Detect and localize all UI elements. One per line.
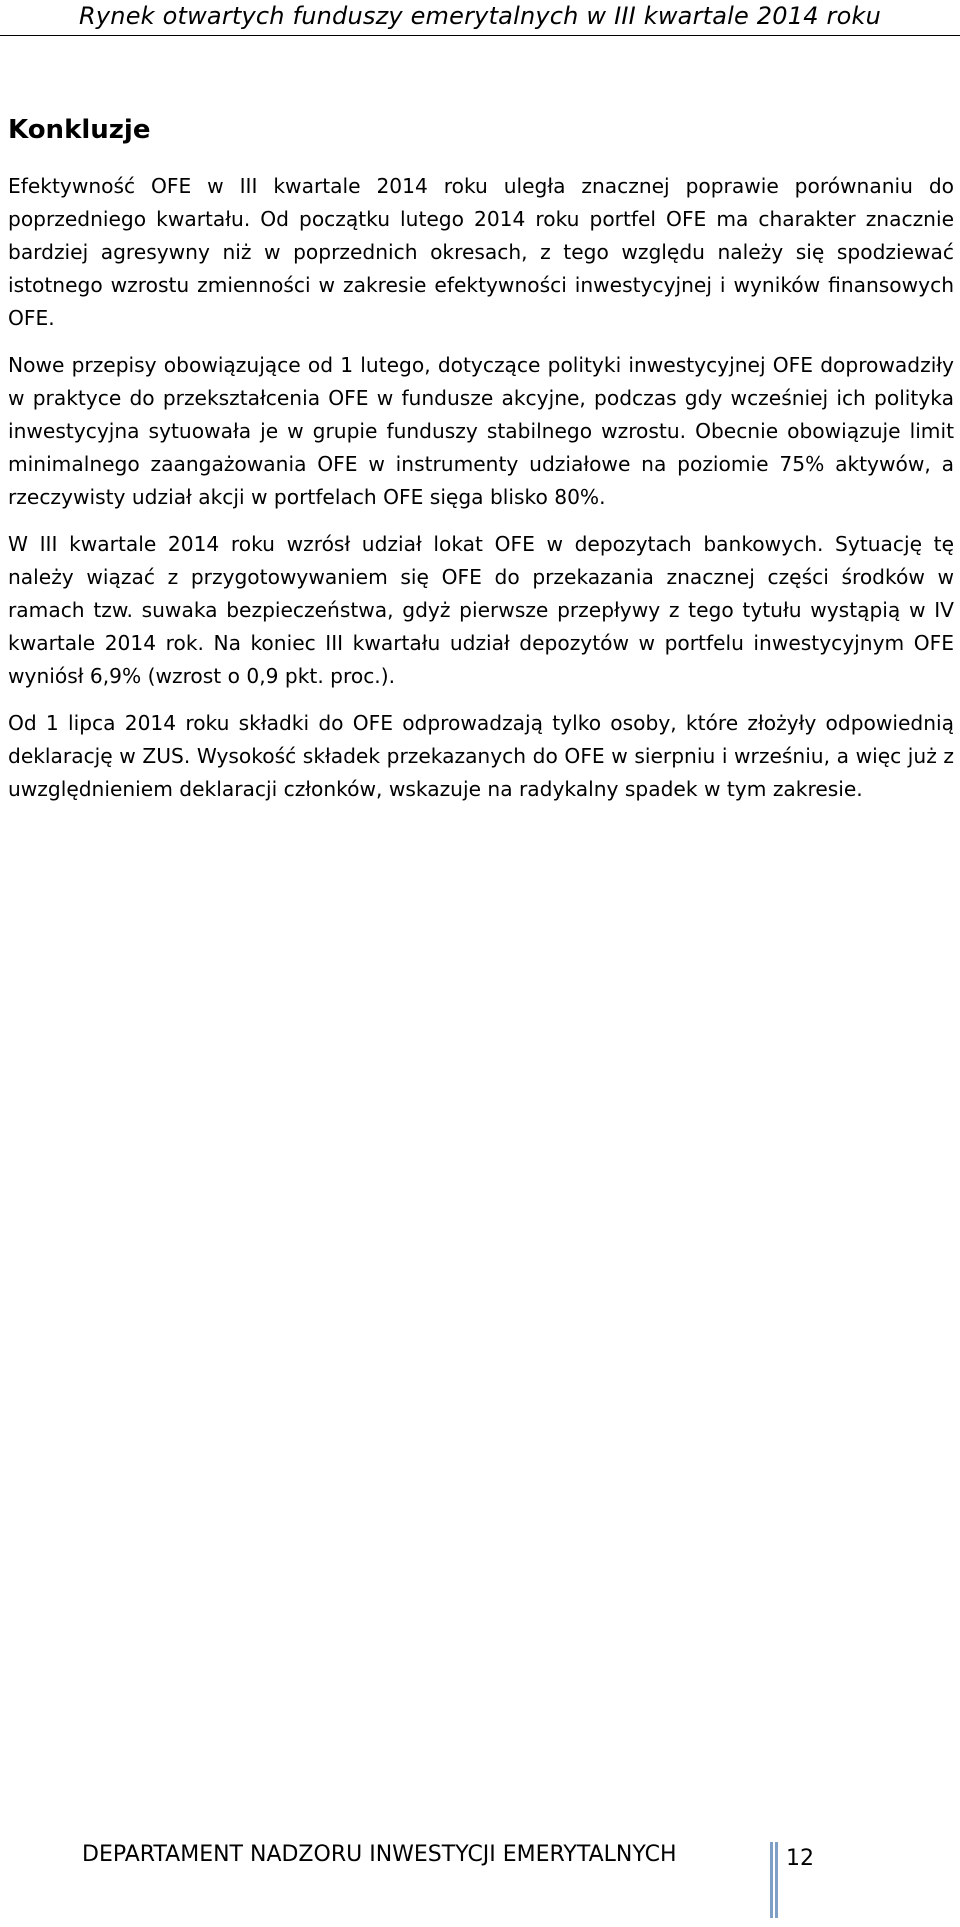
main-content <box>8 110 954 820</box>
page-footer <box>0 1838 960 1898</box>
section-heading: Konkluzje <box>8 115 151 145</box>
paragraph-nowe-przepisy: Nowe przepisy obowiązujące od 1 lutego, dotyczące polityki inwestycyjnej OFE doprowadziły w praktyce do przekształcenia OFE w fundusze akcyjne, podczas gdy wcześniej ich polityka inwestycyjna sytuowała je w grupie funduszy stabilnego wzrostu. Obecnie obowiązuje limit minimalnego zaangażowania OFE w instrumenty udziałowe na poziomie 75% aktywów, a rzeczywisty udział akcji w portfelach OFE sięga blisko 80%. <box>8 353 954 509</box>
footer-divider-bar <box>770 1842 773 1918</box>
running-header <box>0 0 960 36</box>
page-number: 12 <box>786 1846 814 1871</box>
footer-divider-bar <box>775 1842 778 1918</box>
paragraph-efektywnosc: Efektywność OFE w III kwartale 2014 roku uległa znacznej poprawie porównaniu do poprzedniego kwartału. Od początku lutego 2014 roku portfel OFE ma charakter znacznie bardziej agresywny niż w poprzednich okresach, z tego względu należy się spodziewać istotnego wzrostu zmienności w zakresie efektywności inwestycyjnej i wyników finansowych OFE. <box>8 174 954 330</box>
paragraph-depozyty: W III kwartale 2014 roku wzrósł udział lokat OFE w depozytach bankowych. Sytuację tę należy wiązać z przygotowywaniem się OFE do przekazania znacznej części środków w ramach tzw. suwaka bezpieczeństwa, gdyż pierwsze przepływy z tego tytułu wystąpią w IV kwartale 2014 rok. Na koniec III kwartału udział depozytów w portfelu inwestycyjnym OFE wyniósł 6,9% (wzrost o 0,9 pkt. proc.). <box>8 532 954 688</box>
paragraph-skladki: Od 1 lipca 2014 roku składki do OFE odprowadzają tylko osoby, które złożyły odpowiednią deklarację w ZUS. Wysokość składek przekazanych do OFE w sierpniu i wrześniu, a więc już z uwzględnieniem deklaracji członków, wskazuje na radykalny spadek w tym zakresie. <box>8 711 954 801</box>
footer-divider-bars <box>770 1842 778 1918</box>
running-header-title: Rynek otwartych funduszy emerytalnych w III kwartale 2014 roku <box>79 2 881 30</box>
footer-department: DEPARTAMENT NADZORU INWESTYCJI EMERYTALNYCH <box>82 1842 677 1867</box>
